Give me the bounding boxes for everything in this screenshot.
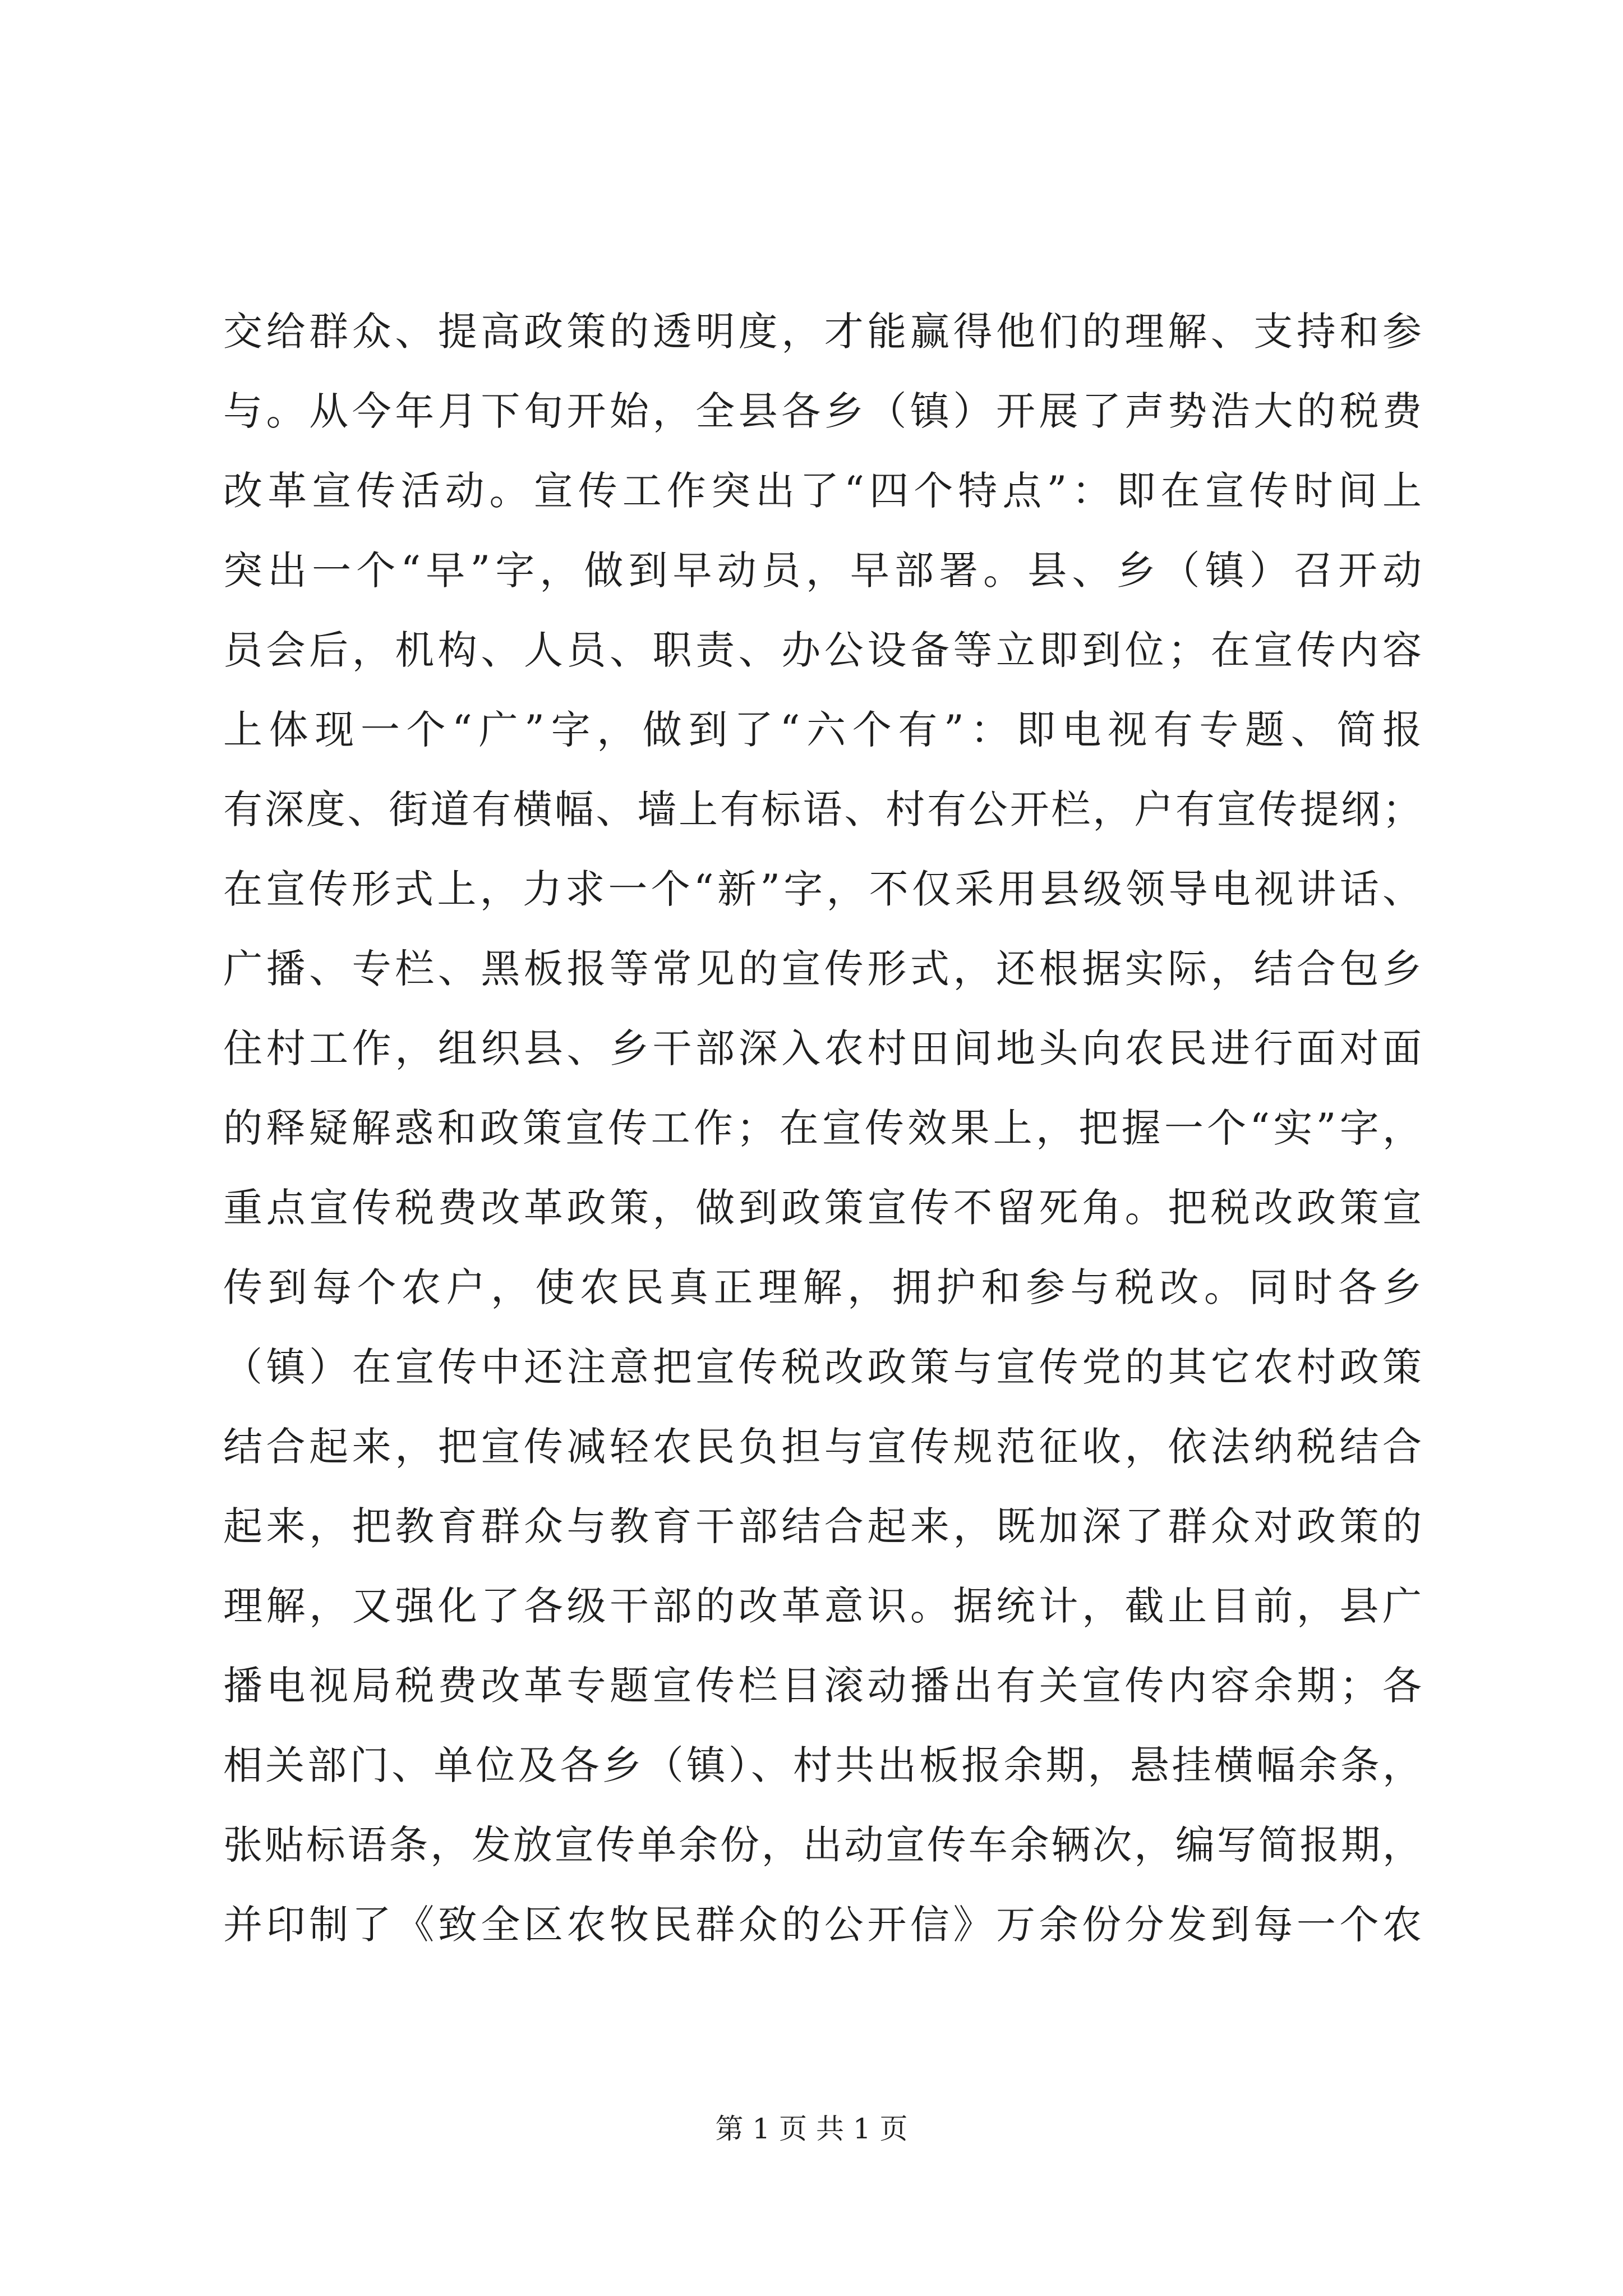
text-line: 改革宣传活动。宣传工作突出了“四个特点”：即在宣传时间上 bbox=[223, 468, 1423, 514]
page-number: 第 1 页 共 1 页 bbox=[715, 2113, 908, 2145]
text-line: 与。从今年月下旬开始，全县各乡（镇）开展了声势浩大的税费 bbox=[223, 388, 1423, 434]
text-line: 突出一个“早”字，做到早动员，早部署。县、乡（镇）召开动 bbox=[223, 547, 1423, 593]
text-line: 上体现一个“广”字，做到了“六个有”：即电视有专题、简报 bbox=[223, 707, 1423, 753]
text-line: 播电视局税费改革专题宣传栏目滚动播出有关宣传内容余期；各 bbox=[223, 1663, 1423, 1709]
text-line: 传到每个农户，使农民真正理解，拥护和参与税改。同时各乡 bbox=[223, 1264, 1423, 1310]
text-line: （镇）在宣传中还注意把宣传税改政策与宣传党的其它农村政策 bbox=[223, 1344, 1423, 1390]
text-line: 住村工作，组织县、乡干部深入农村田间地头向农民进行面对面 bbox=[223, 1025, 1423, 1071]
text-line: 张贴标语条，发放宣传单余份，出动宣传车余辆次，编写简报期， bbox=[223, 1822, 1423, 1868]
text-line: 员会后，机构、人员、职责、办公设备等立即到位；在宣传内容 bbox=[223, 627, 1423, 673]
text-line: 广播、专栏、黑板报等常见的宣传形式，还根据实际，结合包乡 bbox=[223, 946, 1423, 992]
text-line: 并印制了《致全区农牧民群众的公开信》万余份分发到每一个农 bbox=[223, 1902, 1423, 1948]
text-line: 有深度、街道有横幅、墙上有标语、村有公开栏，户有宣传提纲； bbox=[223, 786, 1423, 832]
text-line: 在宣传形式上，力求一个“新”字，不仅采用县级领导电视讲话、 bbox=[223, 866, 1423, 912]
text-line: 起来，把教育群众与教育干部结合起来，既加深了群众对政策的 bbox=[223, 1503, 1423, 1549]
text-line: 相关部门、单位及各乡（镇）、村共出板报余期，悬挂横幅余条， bbox=[223, 1742, 1423, 1788]
body-text bbox=[223, 292, 1423, 1964]
text-line: 结合起来，把宣传减轻农民负担与宣传规范征收，依法纳税结合 bbox=[223, 1424, 1423, 1470]
text-line: 交给群众、提高政策的透明度，才能赢得他们的理解、支持和参 bbox=[223, 309, 1423, 355]
text-line: 的释疑解惑和政策宣传工作；在宣传效果上，把握一个“实”字， bbox=[223, 1105, 1423, 1151]
page-footer bbox=[0, 2109, 1623, 2148]
text-line: 重点宣传税费改革政策，做到政策宣传不留死角。把税改政策宣 bbox=[223, 1185, 1423, 1231]
text-line: 理解，又强化了各级干部的改革意识。据统计，截止目前，县广 bbox=[223, 1583, 1423, 1629]
